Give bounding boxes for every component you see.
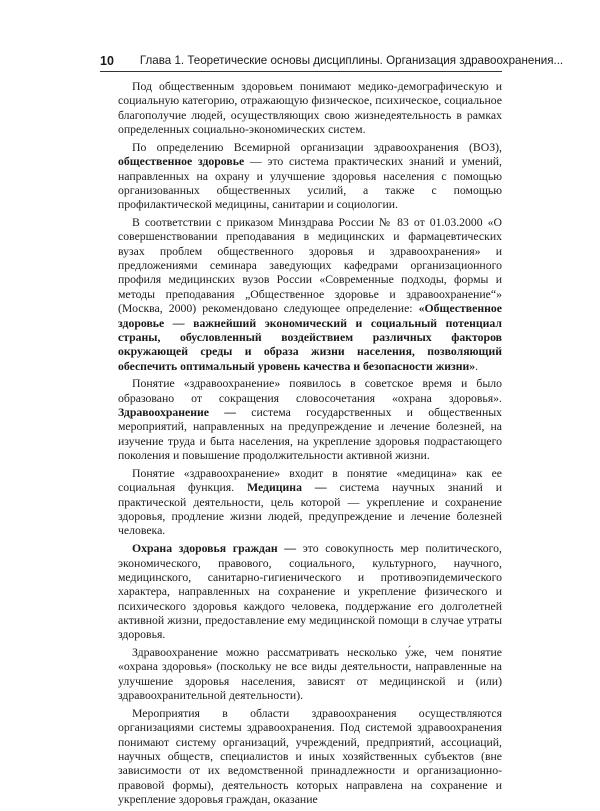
paragraph	[118, 646, 502, 703]
body-text	[118, 80, 502, 811]
paragraph	[118, 467, 502, 539]
paragraph	[118, 216, 502, 374]
text-run: — это система практических знаний и умений, направленных на охрану и улучшение здоровья населения с помощью организованных общественных усилий, а также с помощью профилактической медицины, санитарии и социологии.	[118, 155, 502, 212]
text-run: Мероприятия в области здравоохранения осуществляются организациями системы здравоохранения. Под системой здравоохранения понимают систему организаций, учреждений, предприятий, ассоциаций, научных обществ, специалистов и иных хозяйственных субъектов (вне зависимости от их ведомственной принадлежности и организационно-правовой формы), деятельность которых направлена на сохранение и укрепление здоровья граждан, оказание	[118, 706, 502, 806]
paragraph	[118, 542, 502, 642]
bold-term: общественное здоровье	[118, 155, 245, 169]
page-number: 10	[100, 54, 114, 68]
paragraph	[118, 377, 502, 463]
paragraph	[118, 707, 502, 807]
text-run: Под общественным здоровьем понимают медико-демографическую и социальную категорию, отражающую физическое, психическое, социальное благополучие людей, осуществляющих свою жизнедеятельность в рамках определенных социально-экономических систем.	[118, 80, 502, 137]
paragraph	[118, 80, 502, 137]
text-run: Понятие «здравоохранение» появилось в советское время и было образовано от сокращения словосочетания «охрана здоровья».	[118, 377, 502, 405]
text-run: система научных знаний и практической деятельности, цель которой — укрепление и сохранение здоровья, продление жизни людей, предупреждение и лечение болезней человека.	[118, 481, 502, 538]
text-run: Понятие «здравоохранение» входит в понятие «медицина» как ее социальная функция.	[118, 466, 502, 495]
running-header	[100, 50, 564, 68]
bold-term: Медицина —	[247, 481, 327, 495]
bold-term: «Общественное здоровье — важнейший экономический и социальный потенциал страны, обусловленный воздействием различных факторов окружающей среды и образа жизни населения, позволяющий обеспечить оптимальный уровень качества и безопасности жизни»	[118, 302, 502, 373]
text-run: система государственных и общественных мероприятий, направленных на предупреждение и лечение болезней, на изучение труда и быта населения, на укрепление здоровья подрастающего поколения и повышение продолжительности активной жизни.	[118, 406, 502, 463]
bold-term: Здравоохранение —	[118, 406, 236, 420]
paragraph	[118, 141, 502, 213]
text-run: В соответствии с приказом Минздрава России № 83 от 01.03.2000 «О совершенствовании преподавания в медицинских и фармацевтических вузах проблем общественного здоровья и здравоохранения» и предложениями семинара заведующих кафедрами организационного профиля медицинских вузов России «Современные подходы, формы и методы преподавания „Общественное здоровье и здравоохранение“» (Москва, 2000) рекомендовано следующее определение:	[118, 216, 502, 316]
bold-term: Охрана здоровья граждан —	[132, 542, 297, 556]
text-run: По определению Всемирной организации здравоохранения (ВОЗ),	[132, 140, 502, 154]
text-run: .	[475, 359, 479, 373]
text-run: Здравоохранение можно рассматривать несколько у́же, чем понятие «охрана здоровья» (поскольку не все виды деятельности, направленные на улучшение здоровья населения, зависят от медицинской и (или) здравоохранительной деятельности).	[118, 646, 502, 703]
header-rule	[100, 71, 502, 72]
chapter-title: Глава 1. Теоретические основы дисциплины. Организация здравоохранения...	[139, 54, 564, 67]
text-run: это совокупность мер политического, экономического, правового, социального, культурного, научного, медицинского, санитарно-гигиенического и противоэпидемического характера, направленных на сохранение и укрепление физического и психического здоровья каждого человека, поддержание его долголетней активной жизни, предоставление ему медицинской помощи в случае утраты здоровья.	[118, 542, 502, 642]
